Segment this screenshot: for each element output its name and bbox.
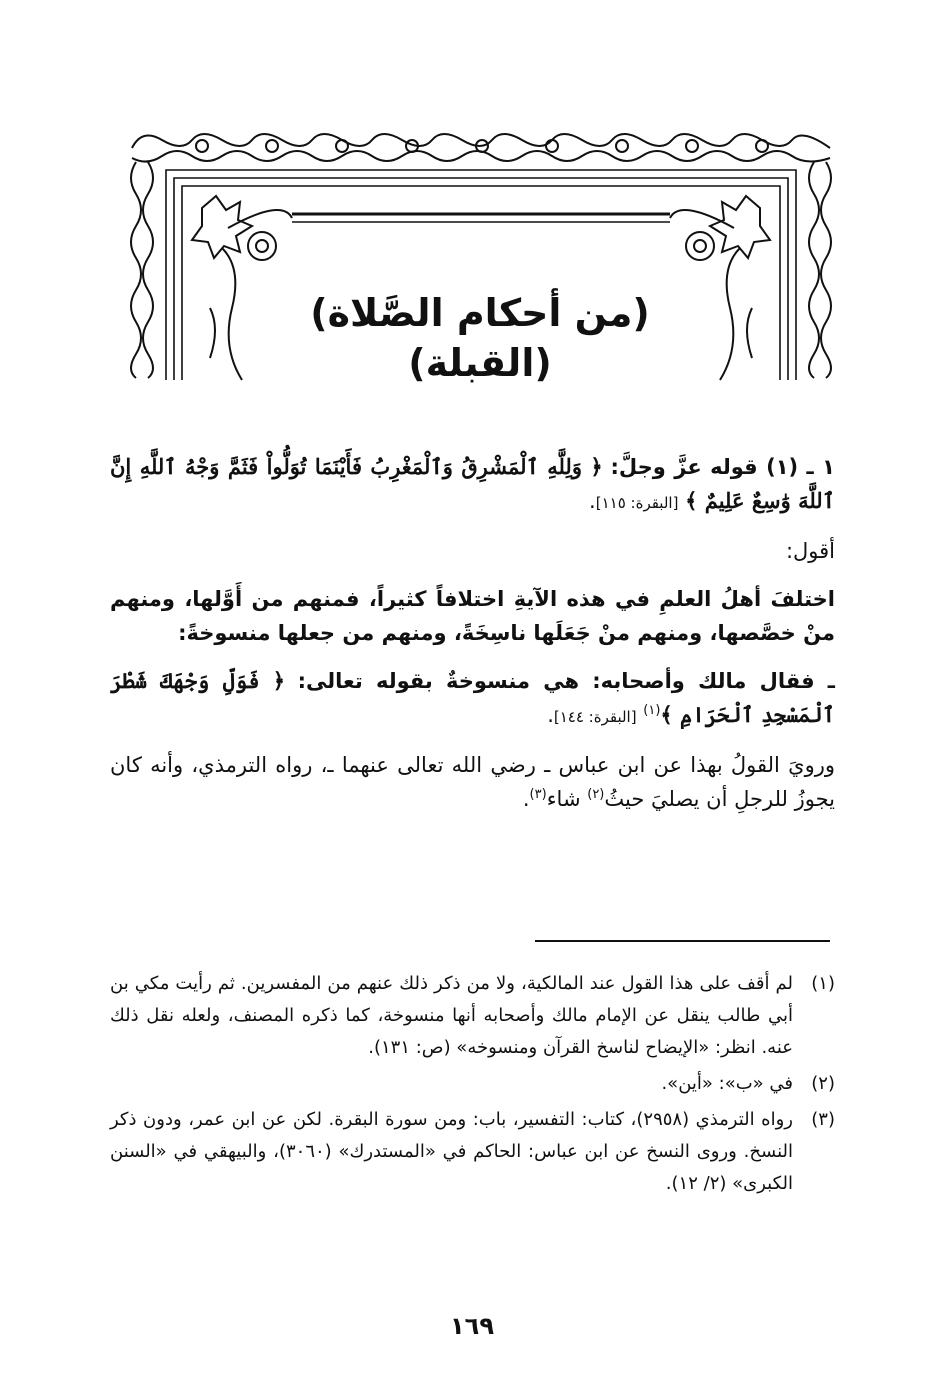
footnote [110, 968, 835, 1064]
top-scroll-border [132, 134, 830, 162]
footnote-text: رواه الترمذي (٢٩٥٨)، كتاب: التفسير، باب: ومن سورة البقرة. لكن عن ابن عمر، ودون ذكر النسخ. وروى النسخ عن ابن عباس: الحاكم في «المستدرك» (٣٠٦٠)، والبيهقي في «السنن الكبرى» (٢/ ١٢). [110, 1109, 794, 1194]
verse-reference: [البقرة: ١٤٤] [553, 708, 637, 726]
chapter-title-line-2: (القبلة) [408, 341, 552, 385]
footnote-marker: (١) [643, 703, 661, 718]
paragraph-1 [110, 450, 835, 520]
chapter-title [200, 288, 760, 388]
paragraph-4 [110, 664, 835, 734]
paragraph-3: اختلفَ أهلُ العلمِ في هذه الآيةِ اختلافاً كثيراً، فمنهم من أَوَّلها، ومنهم منْ خصَّصها، ومنهم منْ جَعَلَها ناسِخَةً، ومنهم من جعلها منسوخةً: [110, 587, 835, 645]
footnote-marker: (٢) [587, 787, 605, 802]
paragraph-5 [110, 748, 835, 816]
verse-intro: ١ ـ (١) قوله عزَّ وجلَّ: [610, 455, 835, 479]
chapter-title-line-1: (من أحكام الصَّلاة) [310, 291, 650, 335]
footnote-marker: (٣) [529, 787, 547, 802]
footnote-text: لم أقف على هذا القول عند المالكية، ولا من ذكر ذلك عنهم من المفسرين. ثم رأيت مكي بن أبي طالب ينقل عن الإمام مالك وأصحابه أنها منسوخة، كما ذكره المصنف، ولعله نقل ذلك عنه. انظر: «الإيضاح لناسخ القرآن ومنسوخه» (ص: ١٣١). [110, 973, 793, 1058]
footnotes [110, 968, 835, 1204]
footnote-number: (١) [811, 973, 835, 994]
paragraph-2: أقول: [785, 539, 835, 563]
footnote [110, 1068, 835, 1100]
period: . [522, 787, 530, 811]
footnote-separator [535, 940, 830, 942]
main-text [110, 450, 835, 830]
page-number: ١٦٩ [450, 1312, 494, 1340]
footnote-text: في «ب»: «أين». [661, 1073, 793, 1094]
narration-text: ورويَ القولُ بهذا عن ابن عباس ـ رضي الله تعالى عنهما ـ، رواه الترمذي، وأنه كان يجوزُ للرجلِ أن يصليَ حيثُ [110, 753, 835, 811]
quran-verse: ﴿ فَوَلِّ وَجْهَكَ شَطْرَ ٱلْمَسْجِدِ ٱلْحَرَامِ ﴾ [110, 668, 835, 727]
maliki-opinion: ـ فقال مالك وأصحابه: هي منسوخةٌ بقوله تعالى: [297, 669, 835, 693]
verse-reference: [البقرة: ١١٥] [595, 494, 679, 512]
period: . [547, 703, 554, 727]
quran-verse: ﴿ وَلِلَّهِ ٱلْمَشْرِقُ وَٱلْمَغْرِبُ فَأَيْنَمَا تُوَلُّواْ فَثَمَّ وَجْهُ ٱللَّهِ إِنَّ ٱللَّهَ وَٰسِعٌ عَلِيمٌ ﴾ [110, 454, 835, 513]
footnote-number: (٣) [811, 1109, 835, 1130]
narration-text-end: شاء [546, 787, 588, 811]
period: . [589, 489, 596, 513]
footnote-number: (٢) [811, 1073, 835, 1094]
footnote [110, 1104, 835, 1200]
